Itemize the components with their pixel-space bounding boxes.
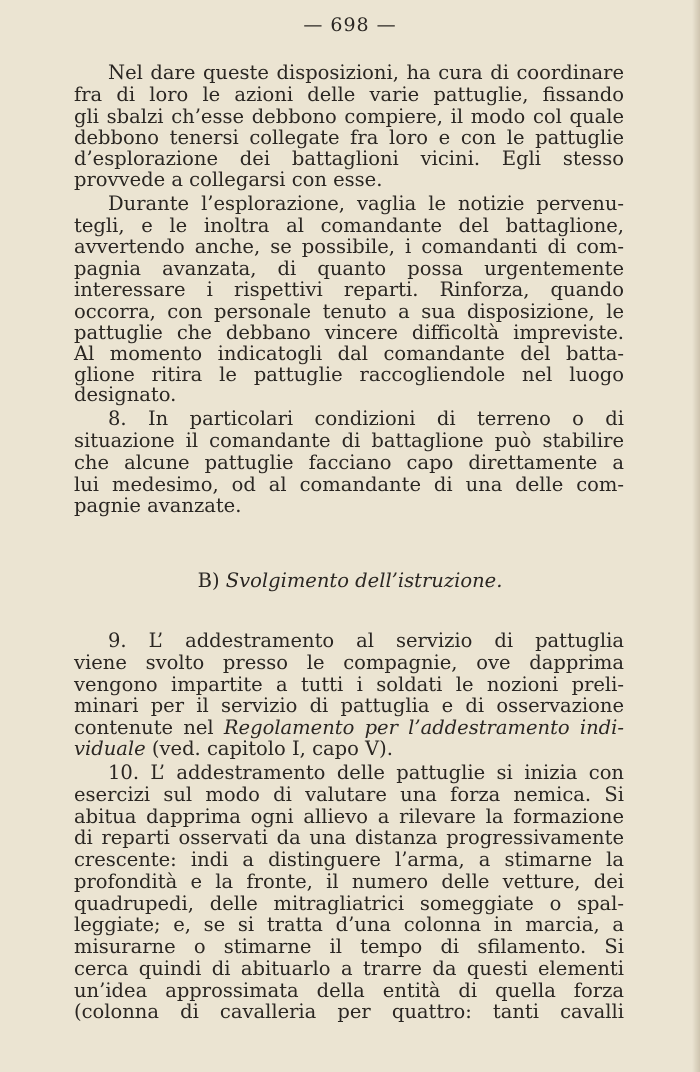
text-line: fra di loro le azioni delle varie pattuglie, fissando: [74, 83, 624, 106]
text-line: 10. L’ addestramento delle pattuglie si inizia con: [108, 761, 624, 784]
page-number: — 698 —: [303, 14, 397, 36]
page-edge-shadow: [692, 0, 700, 1072]
text-line: pagnie avanzate.: [74, 494, 242, 517]
text-line: [74, 738, 624, 760]
text-line: (colonna di cavalleria per quattro: tanti cavalli: [74, 1000, 624, 1023]
text-line: 8. In particolari condizioni di terreno o di: [108, 407, 624, 430]
text-line: [74, 717, 624, 739]
text-line: leggiate; e, se si tratta d’una colonna in marcia, a: [74, 913, 624, 936]
text-line: avvertendo anche, se possibile, i comandanti di com-: [74, 235, 624, 258]
text-line: crescente: indi a distinguere l’arma, a stimarne la: [74, 848, 624, 871]
text-line: provvede a collegarsi con esse.: [74, 168, 383, 191]
italic-title-run: viduale: [74, 737, 146, 760]
text-line: pattuglie che debbano vincere difficoltà impreviste.: [74, 321, 624, 344]
text-line: pagnia avanzata, di quanto possa urgentemente: [74, 257, 624, 280]
text-line: esercizi sul modo di valutare una forza nemica. Si: [74, 783, 624, 806]
text-line: vengono impartite a tutti i soldati le nozioni preli-: [74, 673, 624, 696]
text-line: cerca quindi di abituarlo a trarre da questi elementi: [74, 957, 624, 980]
section-heading-prefix: B): [197, 569, 220, 592]
text-line: 9. L’ addestramento al servizio di pattuglia: [108, 629, 624, 652]
text-line: Nel dare queste disposizioni, ha cura di coordinare: [108, 61, 624, 84]
text-line: designato.: [74, 383, 177, 406]
text-line: interessare i rispettivi reparti. Rinforza, quando: [74, 278, 624, 301]
text-line: abitua dapprima ogni allievo a rilevare la formazione: [74, 805, 624, 828]
text-line: profondità e la fronte, il numero delle vetture, dei: [74, 870, 624, 893]
text-line: quadrupedi, delle mitragliatrici someggiate o spal-: [74, 892, 624, 915]
text-line: Al momento indicatogli dal comandante del batta-: [74, 342, 624, 365]
text-line: di reparti osservati da una distanza progressivamente: [74, 826, 624, 849]
italic-title-run: Regolamento per l’addestramento indi-: [223, 716, 624, 739]
text-line: viene svolto presso le compagnie, ove dapprima: [74, 651, 624, 674]
text-line: situazione il comandante di battaglione può stabilire: [74, 429, 624, 452]
section-heading: [0, 570, 700, 592]
text-line: misurarne o stimarne il tempo di sfilamento. Si: [74, 935, 624, 958]
text-line: debbono tenersi collegate fra loro e con le pattuglie: [74, 126, 624, 149]
text-line: lui medesimo, od al comandante di una delle com-: [74, 473, 624, 496]
text-line: tegli, e le inoltra al comandante del battaglione,: [74, 214, 624, 237]
text-line: d’esplorazione dei battaglioni vicini. Egli stesso: [74, 147, 624, 170]
text-line: Durante l’esplorazione, vaglia le notizie pervenu-: [108, 192, 624, 215]
text-line: che alcune pattuglie facciano capo direttamente a: [74, 451, 624, 474]
text-run: (ved. capitolo I, capo V).: [145, 737, 393, 760]
text-line: un’idea approssimata della entità di quella forza: [74, 979, 624, 1002]
text-line: minari per il servizio di pattuglia e di osservazione: [74, 694, 624, 717]
text-run: contenute nel: [74, 716, 224, 739]
text-line: glione ritira le pattuglie raccogliendole nel luogo: [74, 363, 624, 386]
text-line: gli sbalzi ch’esse debbono compiere, il modo col quale: [74, 105, 624, 128]
text-line: occorra, con personale tenuto a sua disposizione, le: [74, 300, 624, 323]
section-heading-title: Svolgimento dell’istruzione.: [225, 569, 503, 592]
